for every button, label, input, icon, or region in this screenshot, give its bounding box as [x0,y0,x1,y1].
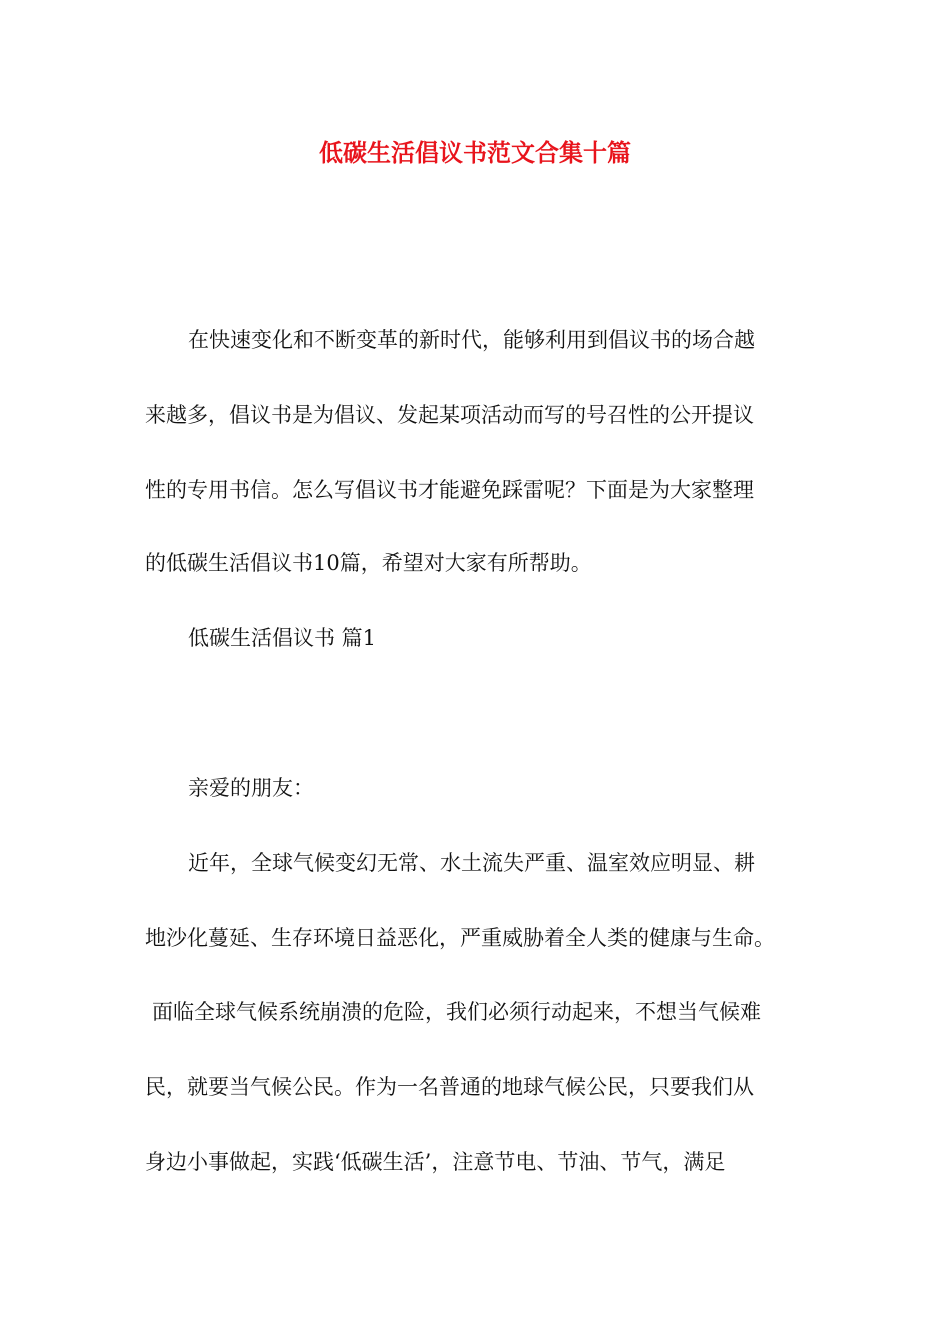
body-line-2: 地沙化蔓延、生存环境日益恶化，严重威胁着全人类的健康与生命。 [145,926,775,950]
body-line-5: 身边小事做起，实践‘低碳生活’，注意节电、节油、节气，满足 [145,1150,726,1174]
section-heading: 低碳生活倡议书 篇1 [188,626,377,650]
salutation: 亲爱的朋友： [188,776,314,800]
intro-line-2: 来越多，倡议书是为倡议、发起某项活动而写的号召性的公开提议 [145,403,754,427]
body-line-1: 近年，全球气候变幻无常、水土流失严重、温室效应明显、耕 [188,851,755,875]
intro-line-1: 在快速变化和不断变革的新时代，能够利用到倡议书的场合越 [188,328,755,352]
body-line-3: 面临全球气候系统崩溃的危险，我们必须行动起来，不想当气候难 [152,1000,761,1024]
body-line-4: 民，就要当气候公民。作为一名普通的地球气候公民，只要我们从 [145,1075,754,1099]
intro-line-4: 的低碳生活倡议书10篇，希望对大家有所帮助。 [145,551,592,575]
document-title: 低碳生活倡议书范文合集十篇 [319,138,631,167]
intro-line-3: 性的专用书信。怎么写倡议书才能避免踩雷呢？下面是为大家整理 [145,478,754,502]
